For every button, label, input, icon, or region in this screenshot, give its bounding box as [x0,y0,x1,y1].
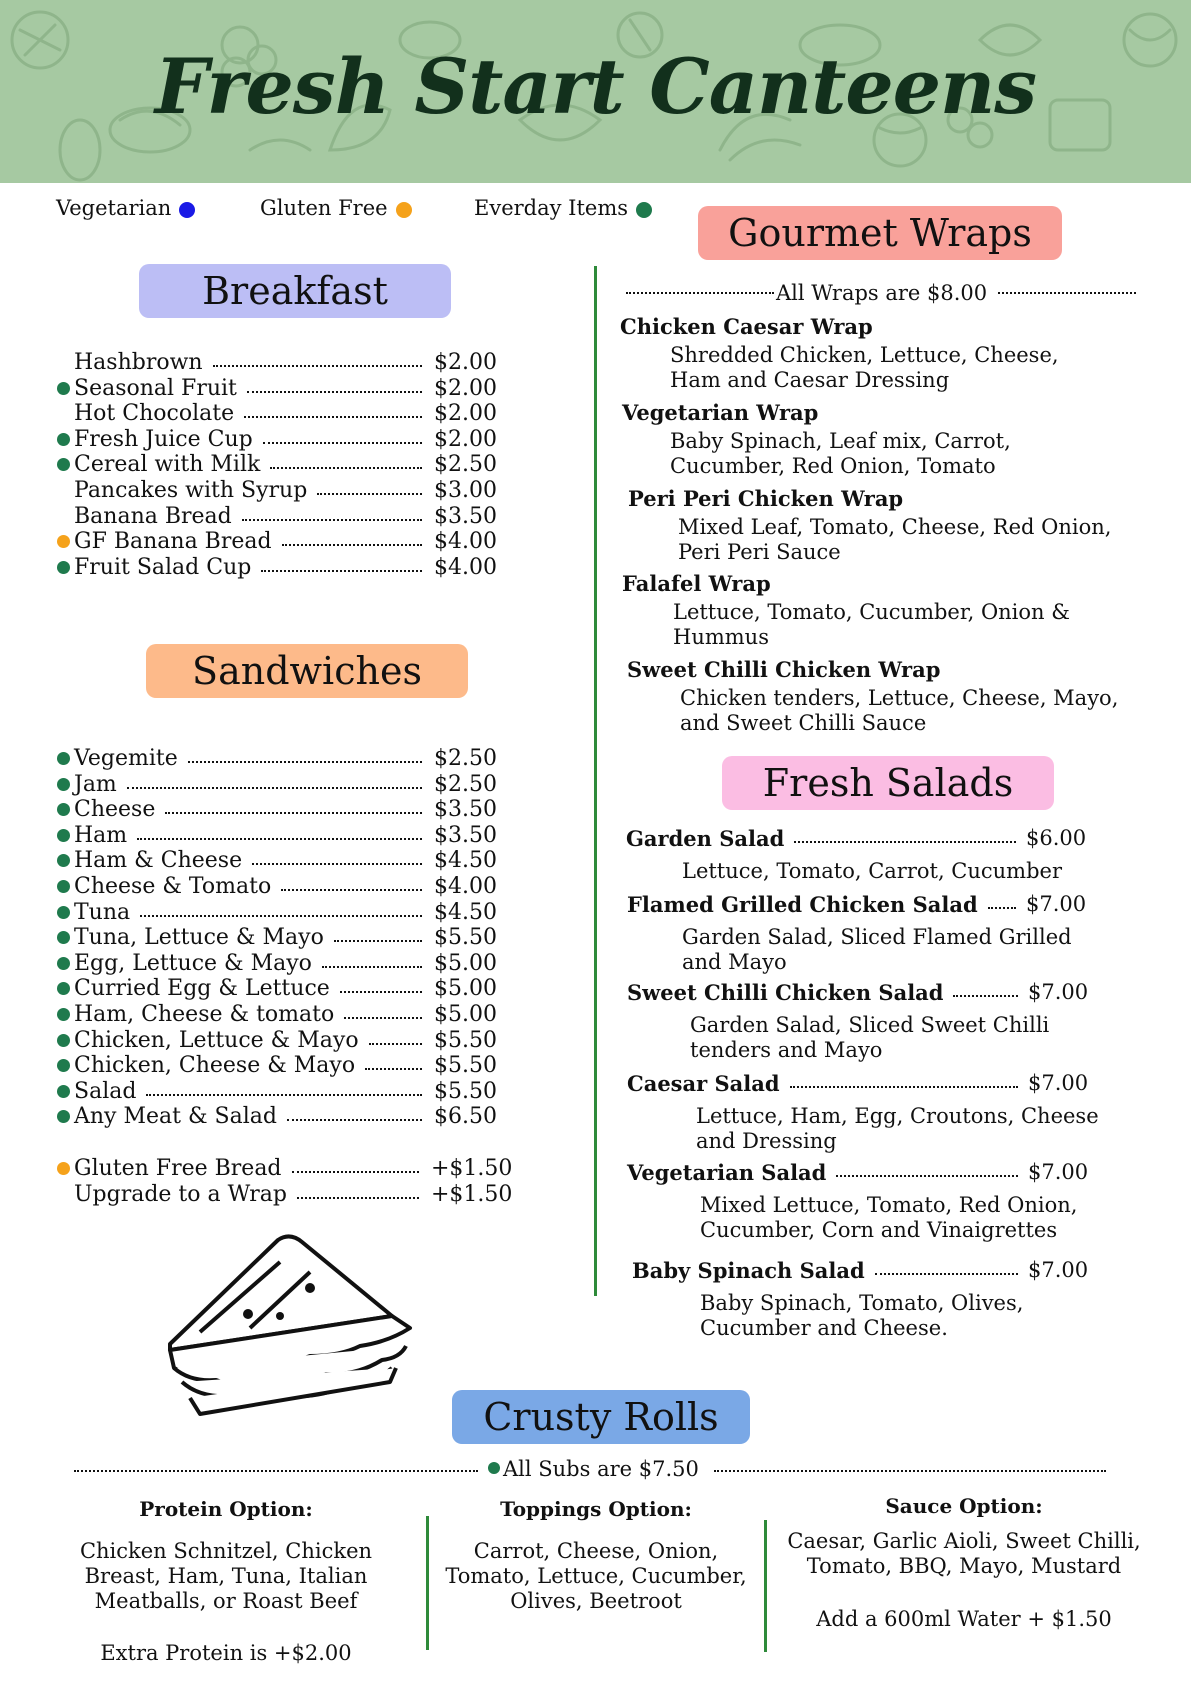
sauce-option-heading: Sauce Option: [885,1494,1043,1518]
toppings-option-text: Carrot, Cheese, Onion, Tomato, Lettuce, Cucumber, Olives, Beetroot [445,1539,747,1613]
item-name: GF Banana Bread [74,529,272,555]
item-price: $5.50 [434,1078,497,1104]
item-price: $6.50 [434,1104,497,1130]
dotted-leader [146,1094,422,1096]
dotted-leader [875,1273,1018,1275]
gluten-free-dot-icon [396,202,412,218]
menu-row [74,1002,514,1027]
menu-row [74,951,514,976]
item-price: $4.50 [434,848,497,874]
everyday-dot-icon [57,803,70,816]
item-price: $4.50 [434,899,497,925]
item-price: $3.50 [434,797,497,823]
dotted-leader [317,493,422,495]
menu-row [74,350,514,375]
everyday-dot-icon [57,982,70,995]
salad-description: Garden Salad, Sliced Flamed Grilled and Mayo [682,925,1072,974]
item-price: $5.00 [434,950,497,976]
salad-description: Mixed Lettuce, Tomato, Red Onion, Cucumber, Corn and Vinaigrettes [700,1193,1078,1242]
wrap-description: Baby Spinach, Leaf mix, Carrot, Cucumber, Red Onion, Tomato [670,429,1011,478]
dotted-leader [244,416,422,418]
item-price: $5.00 [434,1002,497,1027]
menu-row [74,1182,514,1207]
dotted-leader [127,787,422,789]
item-name: Cereal with Milk [74,452,261,478]
salad-title: Caesar Salad [627,1071,780,1096]
item-name: Chicken, Lettuce & Mayo [74,1027,359,1053]
everyday-dot-icon [57,880,70,893]
dotted-leader [340,991,422,993]
item-name: Tuna, Lettuce & Mayo [74,925,324,951]
salad-description: Baby Spinach, Tomato, Olives, Cucumber and Cheese. [700,1291,1024,1340]
rolls-note-leader-right [714,1470,1106,1472]
salad-title: Flamed Grilled Chicken Salad [627,892,978,917]
everyday-dot-icon [488,1462,500,1474]
vegetarian-dot-icon [179,202,195,218]
dotted-leader [953,995,1018,997]
dotted-leader [790,1086,1018,1088]
item-name: Fresh Juice Cup [74,426,253,452]
menu-row [74,746,514,771]
item-name: Upgrade to a Wrap [74,1181,287,1207]
legend-gluten-free [260,196,412,220]
item-price: $2.00 [434,375,497,401]
wrap-title: Chicken Caesar Wrap [620,314,873,339]
page-title: Fresh Start Canteens [154,42,1037,131]
everyday-dot-icon [57,561,70,574]
gluten-free-dot-icon [57,1162,70,1175]
dotted-leader [137,838,422,840]
wrap-description: Shredded Chicken, Lettuce, Cheese, Ham and Caesar Dressing [670,343,1059,392]
water-addon-text: Add a 600ml Water + $1.50 [816,1607,1112,1631]
menu-row [74,925,514,950]
item-name: Hashbrown [74,350,203,375]
menu-row [74,427,514,452]
menu-row [74,1079,514,1104]
menu-row [74,976,514,1001]
wrap-title: Sweet Chilli Chicken Wrap [627,657,941,682]
salad-title: Garden Salad [626,826,785,851]
everyday-dot-icon [57,854,70,867]
legend-label-gluten-free: Gluten Free [260,196,388,220]
menu-row [74,848,514,873]
salad-title: Baby Spinach Salad [632,1258,865,1283]
dotted-leader [322,966,422,968]
item-name: Banana Bread [74,503,232,529]
salad-price: $7.00 [1028,1258,1089,1282]
menu-row [74,900,514,925]
item-price: $2.50 [434,771,497,797]
sandwich-illustration [160,1232,430,1422]
dotted-leader [213,365,422,367]
item-name: Cheese [74,797,156,823]
menu-row [74,504,514,529]
dotted-leader [247,391,422,393]
dotted-leader [242,519,422,521]
salad-title: Vegetarian Salad [627,1160,827,1185]
everyday-dot-icon [57,931,70,944]
dotted-leader [794,841,1016,843]
dotted-leader [287,1119,422,1121]
item-name: Gluten Free Bread [74,1156,282,1181]
item-price: $2.00 [434,426,497,452]
dotted-leader [344,1017,422,1019]
item-price: $3.50 [434,822,497,848]
menu-row [74,401,514,426]
item-price: +$1.50 [431,1181,513,1207]
everyday-dot-icon [57,382,70,395]
everyday-dot-icon [57,1034,70,1047]
item-name: Curried Egg & Lettuce [74,976,330,1002]
dotted-leader [165,812,422,814]
wrap-title: Peri Peri Chicken Wrap [628,486,904,511]
menu-row [74,823,514,848]
section-title-rolls: Crusty Rolls [452,1390,750,1444]
everyday-dot-icon [57,752,70,765]
extra-protein-text: Extra Protein is +$2.00 [100,1641,352,1665]
item-price: $5.50 [434,1053,497,1079]
salad-title: Sweet Chilli Chicken Salad [627,980,944,1005]
item-name: Vegemite [74,746,178,771]
item-name: Fruit Salad Cup [74,554,252,580]
everyday-dot-icon [636,202,652,218]
item-price: $5.00 [434,976,497,1002]
menu-row [74,797,514,822]
menu-row [74,376,514,401]
salad-price: $6.00 [1026,826,1087,850]
rolls-divider-1 [426,1516,429,1650]
wrap-title: Vegetarian Wrap [622,400,819,425]
menu-row [74,772,514,797]
everyday-dot-icon [57,957,70,970]
item-name: Ham, Cheese & tomato [74,1002,335,1027]
column-divider [594,266,597,1296]
everyday-dot-icon [57,458,70,471]
legend-vegetarian [56,196,195,220]
dotted-leader [297,1197,419,1199]
salad-price: $7.00 [1028,980,1089,1004]
protein-option-text: Chicken Schnitzel, Chicken Breast, Ham, Tuna, Italian Meatballs, or Roast Beef [79,1539,373,1613]
item-name: Seasonal Fruit [74,375,237,401]
item-price: $2.50 [434,746,497,771]
item-name: Hot Chocolate [74,401,235,427]
dotted-leader [270,467,422,469]
wrap-title: Falafel Wrap [622,571,771,596]
section-title-wraps: Gourmet Wraps [698,206,1062,260]
sauce-option-text: Caesar, Garlic Aioli, Sweet Chilli, Tomato, BBQ, Mayo, Mustard [787,1529,1141,1578]
wraps-note-leader-right [998,292,1136,294]
dotted-leader [140,915,422,917]
section-title-sandwiches: Sandwiches [146,644,468,698]
dotted-leader [281,889,422,891]
legend-everyday [474,196,652,220]
everyday-dot-icon [57,1059,70,1072]
everyday-dot-icon [57,433,70,446]
item-price: $3.00 [434,478,497,503]
menu-row [74,874,514,899]
salad-description: Lettuce, Tomato, Carrot, Cucumber [682,859,1062,883]
item-name: Cheese & Tomato [74,874,272,899]
menu-row [74,529,514,554]
item-price: $2.50 [434,452,497,478]
dotted-leader [263,442,422,444]
dotted-leader [836,1175,1018,1177]
item-price: $2.00 [434,350,497,375]
everyday-dot-icon [57,1008,70,1021]
item-price: $4.00 [434,874,497,899]
item-price: +$1.50 [431,1156,513,1181]
wraps-price-note: All Wraps are $8.00 [776,281,988,305]
item-name: Ham [74,822,128,848]
item-name: Egg, Lettuce & Mayo [74,950,312,976]
item-price: $5.50 [434,1027,497,1053]
dotted-leader [282,544,422,546]
rolls-divider-2 [764,1520,767,1652]
dotted-leader [188,761,422,763]
menu-row [74,452,514,477]
salad-description: Lettuce, Ham, Egg, Croutons, Cheese and Dressing [696,1104,1099,1153]
rolls-note-leader-left [74,1470,478,1472]
everyday-dot-icon [57,829,70,842]
legend-label-vegetarian: Vegetarian [56,196,172,220]
dotted-leader [988,907,1016,909]
item-price: $2.00 [434,401,497,427]
item-name: Pancakes with Syrup [74,478,308,503]
menu-row [74,1156,514,1181]
legend-label-everyday: Everday Items [474,196,629,220]
menu-row [74,1028,514,1053]
gluten-free-dot-icon [57,535,70,548]
wrap-description: Chicken tenders, Lettuce, Cheese, Mayo, and Sweet Chilli Sauce [680,686,1119,735]
everyday-dot-icon [57,1085,70,1098]
item-price: $5.50 [434,925,497,951]
section-title-salads: Fresh Salads [722,756,1054,810]
salad-price: $7.00 [1028,1160,1089,1184]
item-name: Any Meat & Salad [74,1104,277,1130]
rolls-price-note: All Subs are $7.50 [503,1457,699,1481]
menu-row [74,555,514,580]
dotted-leader [292,1171,419,1173]
item-name: Ham & Cheese [74,848,243,874]
menu-row [74,1053,514,1078]
dotted-leader [261,570,422,572]
dotted-leader [365,1068,422,1070]
salad-price: $7.00 [1028,1071,1089,1095]
dotted-leader [369,1043,422,1045]
dotted-leader [334,940,422,942]
item-name: Salad [74,1078,137,1104]
everyday-dot-icon [57,778,70,791]
everyday-dot-icon [57,1110,70,1123]
section-title-breakfast: Breakfast [139,264,451,318]
item-name: Chicken, Cheese & Mayo [74,1053,356,1079]
wrap-description: Lettuce, Tomato, Cucumber, Onion & Hummus [673,600,1070,649]
item-name: Jam [74,771,117,797]
item-price: $4.00 [434,554,497,580]
dotted-leader [252,863,422,865]
item-price: $3.50 [434,503,497,529]
wrap-description: Mixed Leaf, Tomato, Cheese, Red Onion, Peri Peri Sauce [678,515,1112,564]
menu-row [74,478,514,503]
item-name: Tuna [74,899,131,925]
salad-price: $7.00 [1026,892,1087,916]
protein-option-heading: Protein Option: [139,1497,313,1521]
wraps-note-leader-left [626,292,774,294]
salad-description: Garden Salad, Sliced Sweet Chilli tenders and Mayo [690,1013,1050,1062]
everyday-dot-icon [57,906,70,919]
item-price: $4.00 [434,529,497,555]
header-banner [0,0,1191,183]
menu-row [74,1104,514,1129]
toppings-option-heading: Toppings Option: [500,1497,692,1521]
